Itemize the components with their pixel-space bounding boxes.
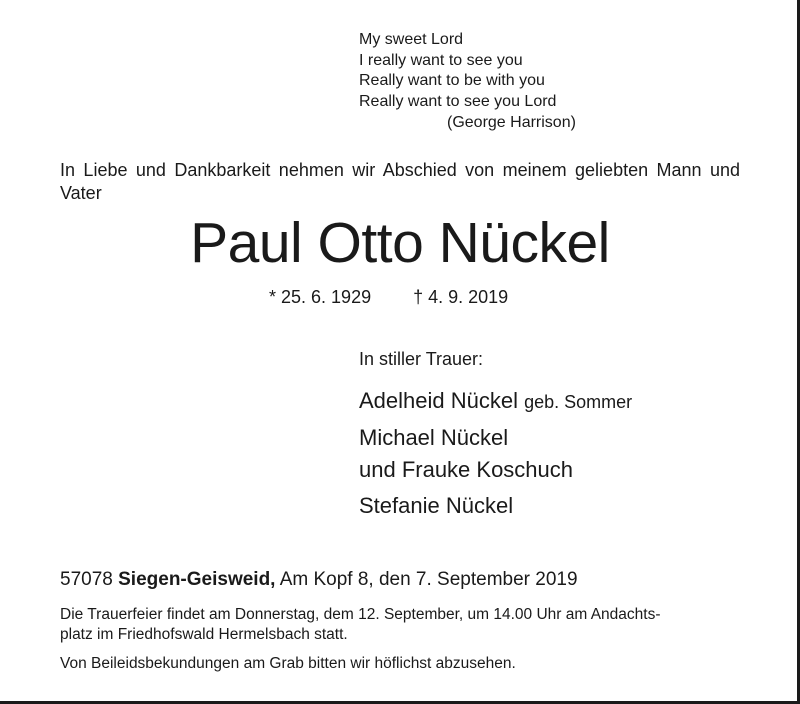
mourner-widow xyxy=(359,385,632,418)
condolence-notice: Von Beileidsbekundungen am Grab bitten wir höflichst abzusehen. xyxy=(60,655,516,672)
quote-line: Really want to be with you xyxy=(359,72,545,89)
lyrics-quote xyxy=(359,30,576,134)
maiden-name-note: geb. Sommer xyxy=(524,392,633,412)
quote-author: (George Harrison) xyxy=(447,114,576,131)
quote-line: My sweet Lord xyxy=(359,31,464,48)
deceased-name: Paul Otto Nückel xyxy=(190,211,610,275)
birth-date: * 25. 6. 1929 xyxy=(269,287,372,307)
mourners-label: In stiller Trauer: xyxy=(359,349,484,369)
address-date: Am Kopf 8, den 7. September 2019 xyxy=(279,569,578,590)
life-dates xyxy=(269,285,508,309)
zip-code: 57078 xyxy=(60,569,113,590)
service-line-1: Die Trauerfeier findet am Donnerstag, dem 12. September, um 14.00 Uhr am Andachts- xyxy=(60,606,661,623)
death-date: † 4. 9. 2019 xyxy=(413,287,509,307)
quote-line: I really want to see you xyxy=(359,51,523,69)
service-line-2: platz im Friedhofswald Hermelsbach statt. xyxy=(60,626,348,643)
place-and-date xyxy=(60,567,578,593)
mourner-son: Michael Nückel xyxy=(359,425,509,450)
city: Siegen-Geisweid, xyxy=(118,569,276,590)
quote-line: Really want to see you Lord xyxy=(359,92,557,110)
mourner-daughter: Stefanie Nückel xyxy=(359,493,514,518)
funeral-service-notice xyxy=(60,605,740,645)
mourner-name: Adelheid Nückel xyxy=(359,388,518,413)
intro-text: In Liebe und Dankbarkeit nehmen wir Abschied von meinem geliebten Mann und Vater xyxy=(60,160,740,203)
mourner-partner: und Frauke Koschuch xyxy=(359,457,574,482)
